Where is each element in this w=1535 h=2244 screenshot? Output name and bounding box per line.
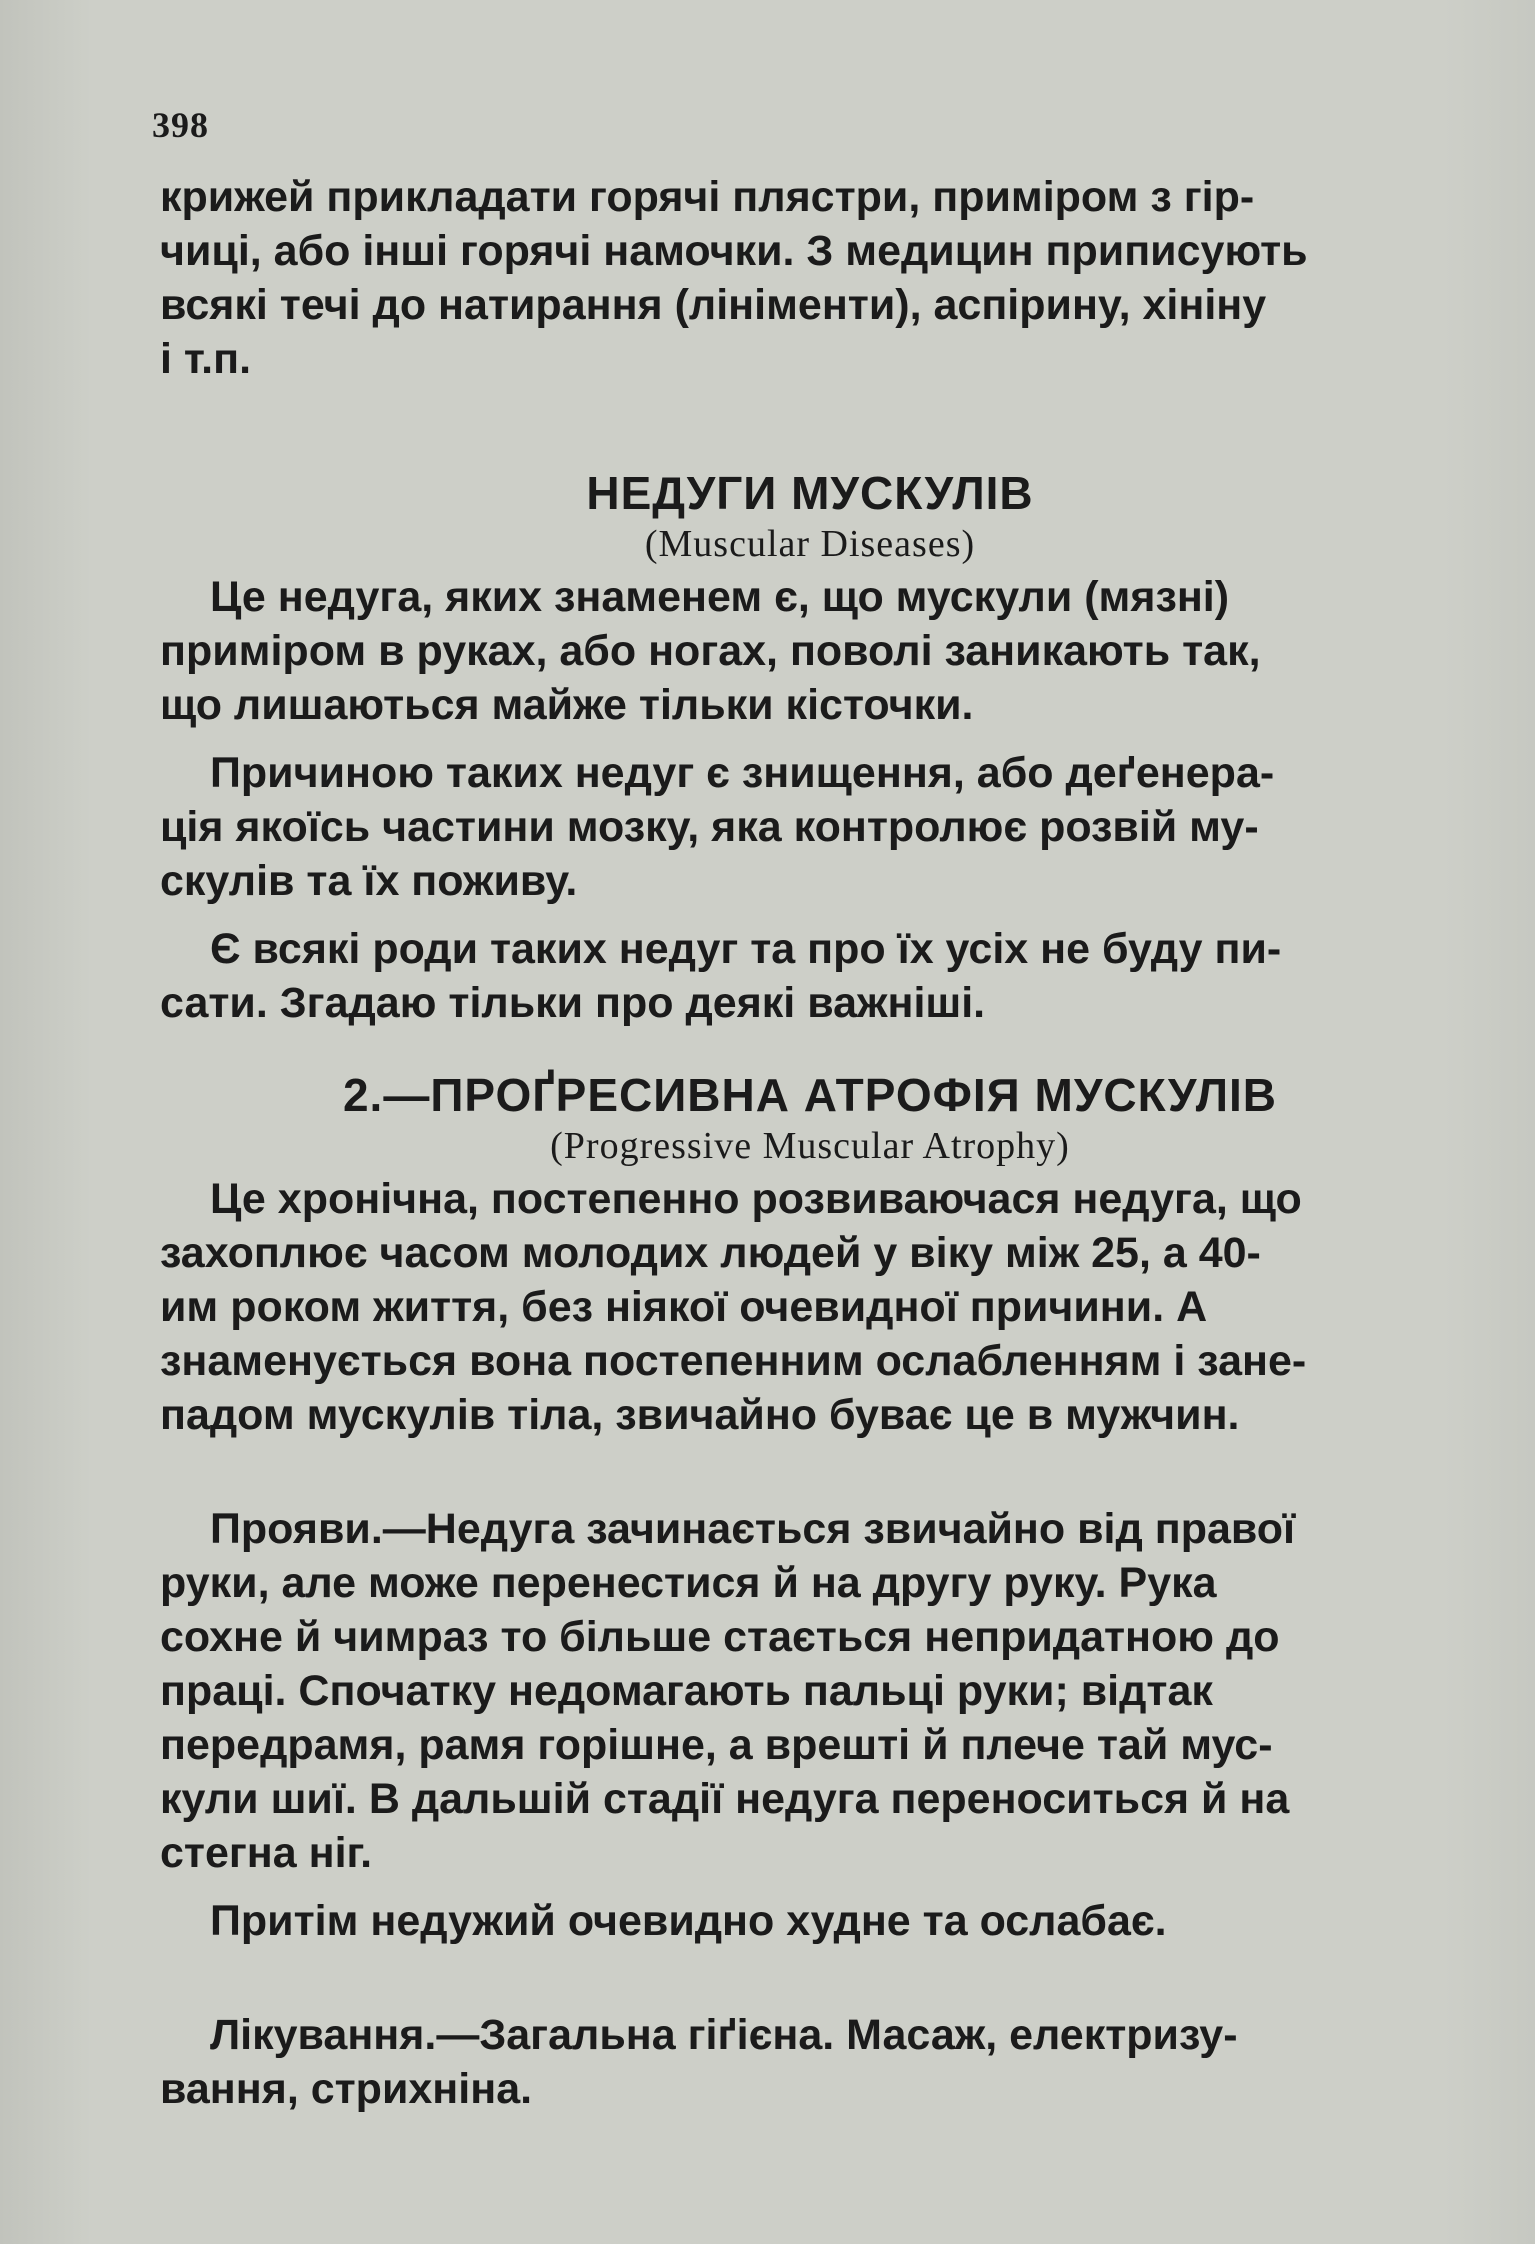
text-line: чиці, або інші горячі намочки. З медицин приписують	[160, 227, 1308, 275]
text-line: знаменується вона постепенним ослабленням і зане-	[160, 1337, 1307, 1385]
page-number: 398	[152, 105, 209, 145]
text-line: крижей прикладати горячі плястри, приміром з гір-	[160, 173, 1255, 221]
treatment-text: —Загальна гіґієна. Масаж, електризу-	[436, 2011, 1238, 2059]
text-line	[160, 1502, 1460, 1556]
text-line: Це недуга, яких знаменем є, що мускули (мязні)	[210, 573, 1230, 621]
text-line: Причиною таких недуг є знищення, або деґенера-	[210, 749, 1275, 797]
section-heading: 2.—ПРОҐРЕСИВНА АТРОФІЯ МУСКУЛІВ	[342, 1069, 1278, 1121]
text-line: Це хронічна, постепенно розвиваючася недуга, що	[210, 1175, 1302, 1223]
paragraph	[160, 746, 1460, 908]
text-line: ція якоїсь частини мозку, яка контролює розвій му-	[160, 803, 1259, 851]
paragraph	[160, 922, 1460, 1030]
text-line: руки, але може перенестися й на другу руку. Рука	[160, 1559, 1217, 1607]
section-heading: НЕДУГИ МУСКУЛІВ	[586, 467, 1034, 519]
text-line: передрамя, рамя горішне, а врешті й плече тай мус-	[160, 1721, 1273, 1769]
section-subheading: (Muscular Diseases)	[644, 523, 976, 565]
treatment-paragraph	[160, 2008, 1460, 2116]
text-line: кули шиї. В дальшій стадії недуга переноситься й на	[160, 1775, 1290, 1823]
text-line: сати. Згадаю тільки про деякі важніші.	[160, 979, 986, 1027]
intro-paragraph	[160, 170, 1460, 386]
text-line: им роком життя, без ніякої очевидної причини. А	[160, 1283, 1208, 1331]
text-line: сохне й чимраз то більше стається непридатною до	[160, 1613, 1280, 1661]
paragraph	[160, 1894, 1460, 1948]
paragraph	[160, 570, 1460, 732]
description-paragraph	[160, 1172, 1460, 1442]
text-line: всякі течі до натирання (лініменти), аспірину, хініну	[160, 281, 1267, 329]
symptoms-term: Прояви.	[210, 1505, 383, 1553]
text-line: вання, стрихніна.	[160, 2065, 533, 2113]
text-line: Притім недужий очевидно худне та ослабає.	[210, 1897, 1167, 1945]
text-line: що лишаються майже тільки кісточки.	[160, 681, 974, 729]
treatment-term: Лікування.	[210, 2011, 437, 2059]
symptoms-text: —Недуга зачинається звичайно від правої	[382, 1505, 1296, 1553]
text-line: Є всякі роди таких недуг та про їх усіх не буду пи-	[210, 925, 1282, 973]
text-line: і т.п.	[160, 335, 252, 383]
symptoms-paragraph	[160, 1502, 1460, 1880]
text-line: стегна ніг.	[160, 1829, 373, 1877]
text-line: приміром в руках, або ногах, поволі заникають так,	[160, 627, 1261, 675]
text-line: захоплює часом молодих людей у віку між 25, а 40-	[160, 1229, 1261, 1277]
text-line	[160, 2008, 1460, 2062]
page-content	[160, 170, 1460, 2116]
text-line: праці. Спочатку недомагають пальці руки; відтак	[160, 1667, 1213, 1715]
text-line: скулів та їх поживу.	[160, 857, 578, 905]
text-line: падом мускулів тіла, звичайно буває це в мужчин.	[160, 1391, 1240, 1439]
section-subheading: (Progressive Muscular Atrophy)	[550, 1125, 1070, 1167]
